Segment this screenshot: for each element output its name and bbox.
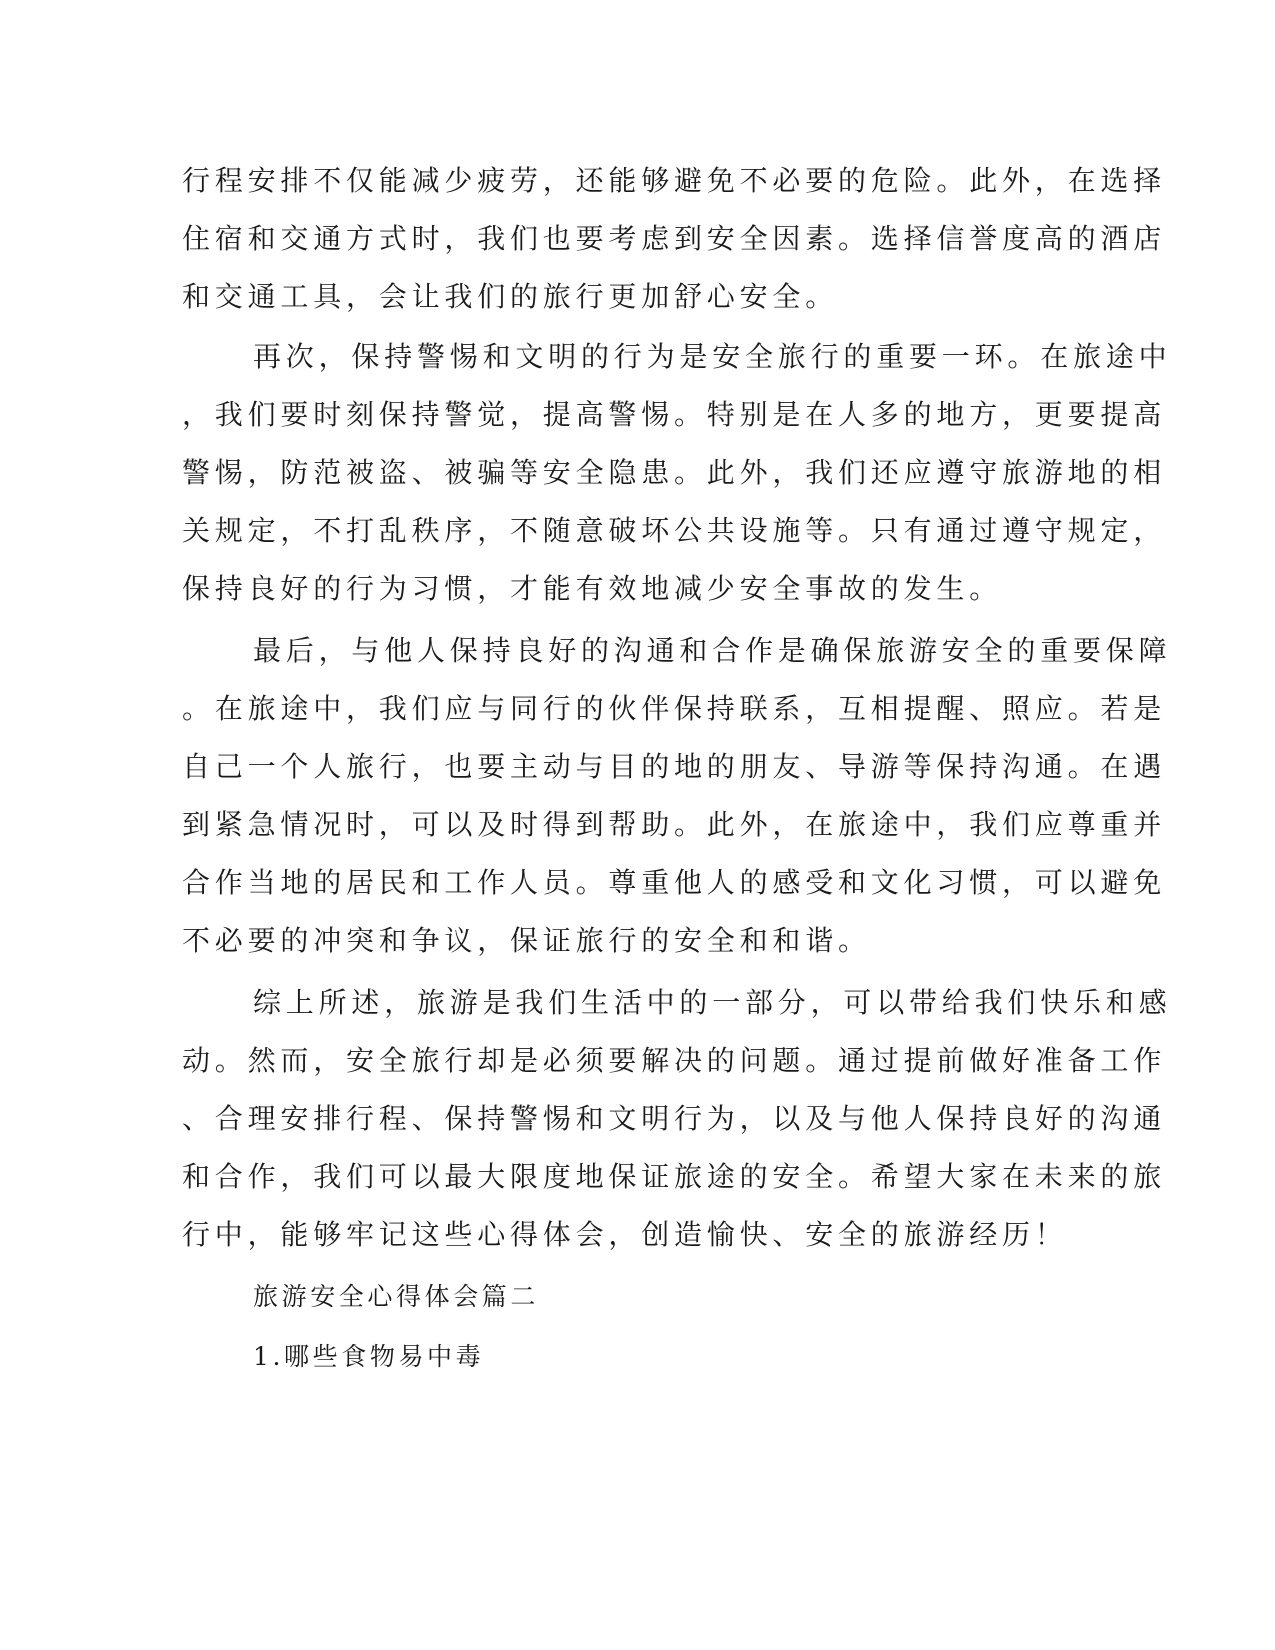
text-line-13: 合作当地的居民和工作人员。尊重他人的感受和文化习惯，可以避免 bbox=[182, 866, 1167, 899]
text-line-5: ，我们要时刻保持警觉，提高警惕。特别是在人多的地方，更要提高 bbox=[182, 398, 1167, 431]
text-line-7: 关规定，不打乱秩序，不随意破坏公共设施等。只有通过遵守规定， bbox=[182, 514, 1167, 547]
text-line-14: 不必要的冲突和争议，保证旅行的安全和和谐。 bbox=[182, 924, 871, 957]
text-line-12: 到紧急情况时，可以及时得到帮助。此外，在旅途中，我们应尊重并 bbox=[182, 808, 1167, 841]
text-line-2: 住宿和交通方式时，我们也要考虑到安全因素。选择信誉度高的酒店 bbox=[182, 222, 1167, 255]
section-heading: 旅游安全心得体会篇二 bbox=[253, 1282, 540, 1311]
list-item-heading: 1.哪些食物易中毒 bbox=[253, 1342, 485, 1371]
text-line-11: 自己一个人旅行，也要主动与目的地的朋友、导游等保持沟通。在遇 bbox=[182, 750, 1167, 783]
text-line-19: 行中，能够牢记这些心得体会，创造愉快、安全的旅游经历！ bbox=[182, 1218, 1068, 1251]
text-line-15: 综上所述，旅游是我们生活中的一部分，可以带给我们快乐和感 bbox=[253, 986, 1172, 1019]
text-line-4: 再次，保持警惕和文明的行为是安全旅行的重要一环。在旅途中 bbox=[253, 340, 1172, 373]
text-line-1: 行程安排不仅能减少疲劳，还能够避免不必要的危险。此外，在选择 bbox=[182, 164, 1167, 197]
text-line-3: 和交通工具，会让我们的旅行更加舒心安全。 bbox=[182, 280, 839, 313]
text-line-6: 警惕，防范被盗、被骗等安全隐患。此外，我们还应遵守旅游地的相 bbox=[182, 456, 1167, 489]
text-line-18: 和合作，我们可以最大限度地保证旅途的安全。希望大家在未来的旅 bbox=[182, 1160, 1167, 1193]
text-line-10: 。在旅途中，我们应与同行的伙伴保持联系，互相提醒、照应。若是 bbox=[182, 692, 1167, 725]
text-line-16: 动。然而，安全旅行却是必须要解决的问题。通过提前做好准备工作 bbox=[182, 1044, 1167, 1077]
text-line-17: 、合理安排行程、保持警惕和文明行为，以及与他人保持良好的沟通 bbox=[182, 1102, 1167, 1135]
text-line-9: 最后，与他人保持良好的沟通和合作是确保旅游安全的重要保障 bbox=[253, 634, 1172, 667]
text-line-8: 保持良好的行为习惯，才能有效地减少安全事故的发生。 bbox=[182, 572, 1003, 605]
